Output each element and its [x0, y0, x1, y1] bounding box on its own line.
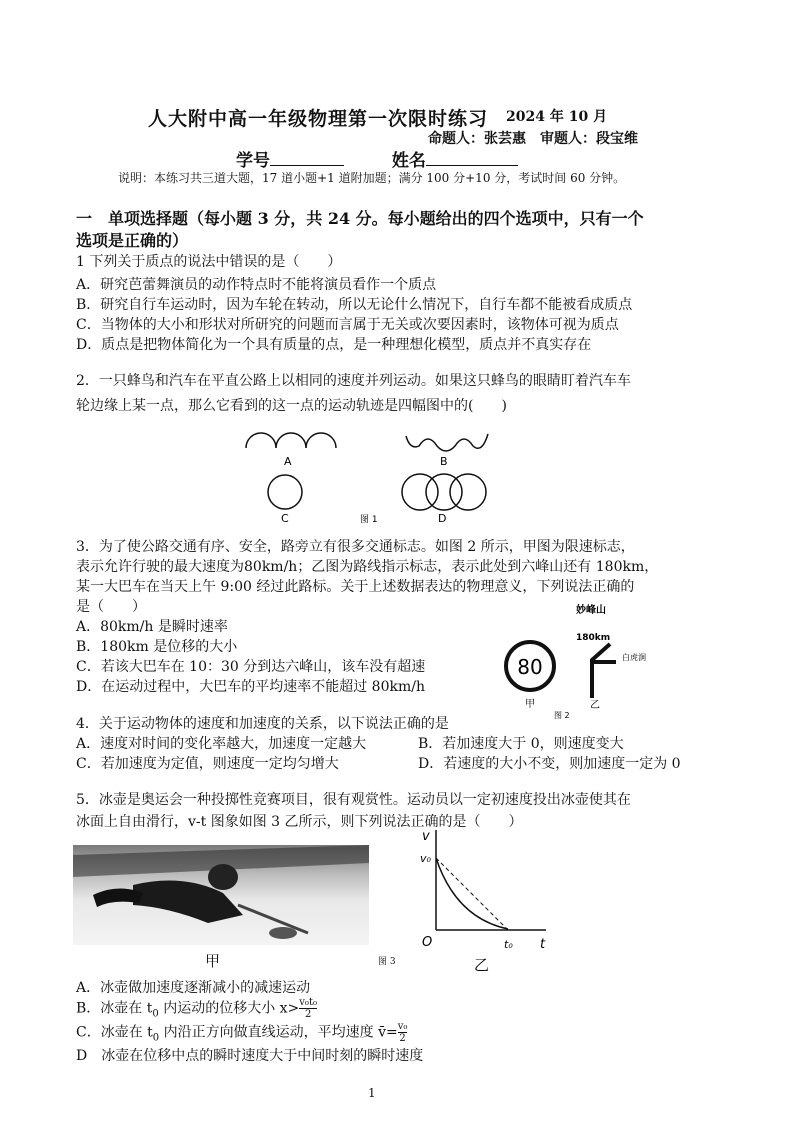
trajectory-a-arches	[246, 433, 336, 448]
q2-stem-line1: 2．一只蜂鸟和汽车在平直公路上以相同的速度并列运动。如果这只蜂鸟的眼睛盯着汽车车	[76, 373, 631, 389]
section-heading-line1: 一 单项选择题（每小题 3 分，共 24 分。每小题给出的四个选项中，只有一个	[76, 209, 644, 228]
q3-stem-line4: 是（ ）	[76, 599, 146, 615]
q4-option-b: B．若加速度大于 0，则速度变大	[418, 736, 624, 752]
fig1-label-d: D	[438, 512, 447, 525]
figure-3-vt-graph	[412, 826, 552, 976]
q3-stem-line2: 表示允许行驶的最大速度为80km/h；乙图为路线指示标志，表示此处到六峰山还有 180km，	[76, 559, 659, 575]
section-heading-line2: 选项是正确的）	[76, 231, 189, 250]
athlete-head	[208, 864, 238, 890]
trajectory-d-circle-3	[450, 474, 486, 510]
q5-option-b: B．冰壶在 $t_0$ 内运动的位移大小 x> $\frac{\text{v₀t₀}}{2}$	[76, 997, 317, 1020]
trajectory-c-circle	[268, 475, 302, 509]
vt-straight-line	[436, 858, 508, 930]
q2-stem-line2: 轮边缘上某一点，那么它看到的这一点的运动轨迹是四幅图中的( )	[76, 398, 507, 414]
page-number: 1	[368, 1086, 376, 1100]
q1-option-d: D．质点是把物体简化为一个具有质量的点，是一种理想化模型，质点并不真实存在	[76, 337, 592, 353]
route-distance: 180km	[576, 633, 611, 643]
fig2-caption: 图 2	[554, 711, 570, 720]
trajectory-d-circle-2	[426, 474, 462, 510]
q5-option-a: A．冰壶做加速度逐渐减小的减速运动	[76, 980, 311, 996]
q4-option-c: C．若加速度为定值，则速度一定均匀增大	[76, 756, 339, 772]
name-label: 姓名	[391, 151, 426, 171]
student-info-row	[236, 146, 518, 171]
q3-option-d: D．在运动过程中，大巴车的平均速率不能超过 80km/h	[76, 679, 425, 695]
trajectory-b-scallops	[406, 434, 488, 451]
q1-stem: 1 下列关于质点的说法中错误的是（ ）	[76, 254, 342, 270]
fig1-label-a: A	[284, 455, 292, 468]
fig3-label-jia: 甲	[205, 952, 221, 970]
q5-stem-line2: 冰面上自由滑行，v-t 图象如图 3 乙所示，则下列说法正确的是（ ）	[76, 814, 523, 830]
fig3-label-yi: 乙	[474, 956, 490, 974]
q4-stem: 4．关于运动物体的速度和加速度的关系，以下说法正确的是	[76, 716, 449, 732]
exam-note: 说明：本练习共三道大题，17 道小题+1 道附加题；满分 100 分+10 分，考试时间 60 分钟。	[118, 171, 626, 185]
fig1-label-b: B	[440, 455, 448, 468]
q3-stem-line3: 某一大巴车在当天上午 9:00 经过此路标。关于上述数据表达的物理意义，下列说法正确的	[76, 579, 635, 595]
vt-t0-label: t₀	[504, 938, 513, 951]
curling-photo	[73, 845, 369, 945]
trajectory-d-circle-1	[402, 474, 438, 510]
fig3-caption: 图 3	[378, 957, 396, 967]
student-id-blank[interactable]	[270, 151, 344, 166]
q1-option-b: B．研究自行车运动时，因为车轮在转动，所以无论什么情况下，自行车都不能被看成质点	[76, 297, 633, 313]
vt-v-axis-label: v	[422, 829, 430, 844]
q3-option-b: B．180km 是位移的大小	[76, 639, 238, 655]
q1-option-a: A．研究芭蕾舞演员的动作特点时不能将演员看作一个质点	[76, 277, 437, 293]
route-destination: 妙峰山	[576, 605, 606, 616]
q1-option-c: C．当物体的大小和形状对所研究的问题而言属于无关或次要因素时，该物体可视为质点	[76, 317, 619, 333]
fig2-label-jia: 甲	[525, 699, 535, 710]
q4-option-a: A．速度对时间的变化率越大，加速度一定越大	[76, 736, 367, 752]
curling-athlete-illustration	[73, 845, 369, 945]
vt-origin-label: O	[422, 935, 433, 950]
route-arrow-main	[592, 644, 610, 698]
figure-2-road-signs	[494, 600, 694, 720]
figure-1-trajectories	[230, 418, 510, 528]
q3-option-a: A．80km/h 是瞬时速率	[76, 619, 228, 635]
vt-t-axis-label: t	[540, 937, 546, 952]
q3-option-c: C．若该大巴车在 10：30 分到达六峰山，该车没有超速	[76, 659, 426, 675]
name-blank[interactable]	[426, 151, 518, 166]
curling-stone	[269, 927, 297, 939]
q3-stem-line1: 3．为了使公路交通有序、安全，路旁立有很多交通标志。如图 2 所示，甲图为限速标志，	[76, 539, 635, 555]
route-branch-label: 白虎涧	[622, 653, 646, 662]
fig1-caption: 图 1	[360, 515, 378, 525]
vt-v0-label: v₀	[420, 852, 431, 865]
page-title: 人大附中高一年级物理第一次限时练习	[148, 108, 489, 130]
q4-option-d: D．若速度的大小不变，则加速度一定为 0	[418, 756, 681, 772]
q5-stem-line1: 5．冰壶是奥运会一种投掷性竞赛项目，很有观赏性。运动员以一定初速度投出冰壶使其在	[76, 792, 631, 808]
curling-broom	[238, 905, 308, 933]
q5-option-d: D 冰壶在位移中点的瞬时速度大于中间时刻的瞬时速度	[76, 1048, 424, 1064]
q5-option-c: C．冰壶在 $t_0$ 内沿正方向做直线运动，平均速度 v̄= $\frac{\text{v₀}}{2}$	[76, 1021, 408, 1044]
speed-limit-value: 80	[517, 655, 543, 679]
student-id-label: 学号	[236, 151, 270, 171]
fig1-label-c: C	[281, 512, 289, 525]
exam-date: 2024 年 10 月	[506, 109, 608, 125]
exam-authors: 命题人：张芸惠 审题人：段宝维	[428, 131, 638, 147]
fig2-label-yi: 乙	[590, 700, 600, 711]
